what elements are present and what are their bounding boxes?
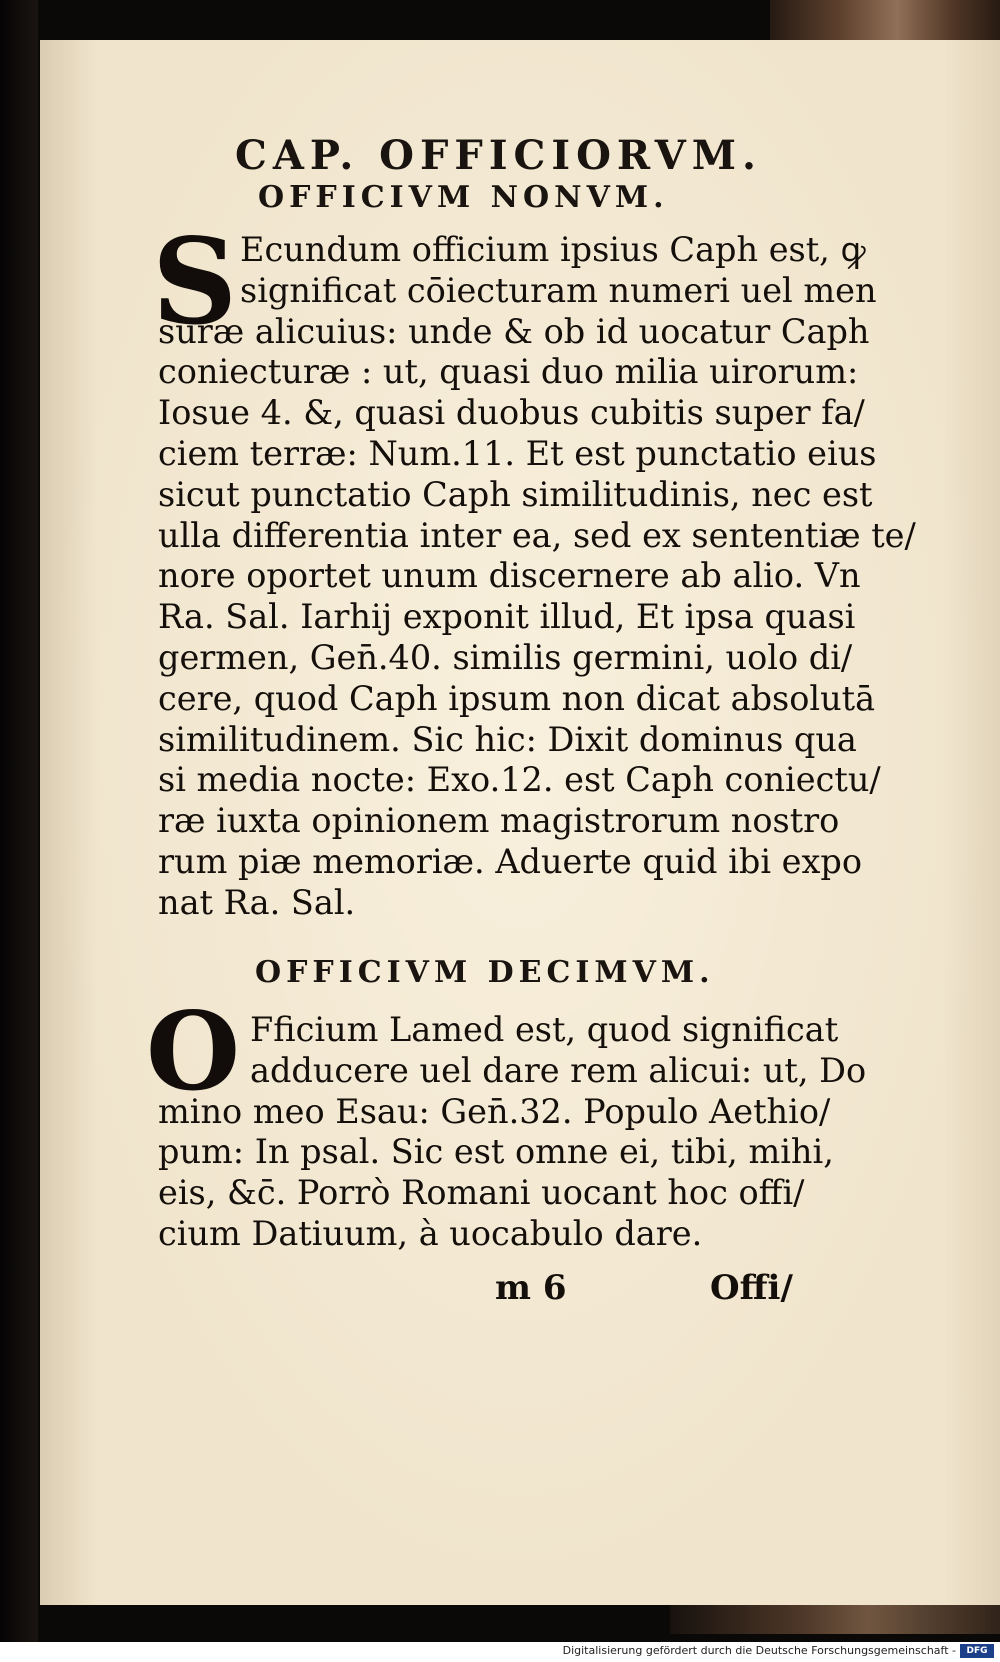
section-heading-nonum: OFFICIVM NONVM. xyxy=(258,180,669,215)
section-2-text xyxy=(158,1010,867,1255)
text-line: sicut punctatio Caph similitudinis, nec est xyxy=(158,474,873,514)
page-stack-edge-bottom xyxy=(670,1600,1000,1634)
book-page xyxy=(40,40,1000,1605)
text-line: germen, Gen̄.40. similis germini, uolo di/ xyxy=(158,637,853,677)
text-line: rum piæ memoriæ. Aduerte quid ibi expo xyxy=(158,841,863,881)
text-line: Ecundum officium ipsius Caph est, ꝙ xyxy=(240,230,866,269)
catchword: Offi/ xyxy=(710,1268,793,1308)
text-line: ciem terræ: Num.11. Et est punctatio eius xyxy=(158,433,877,473)
text-line: coniecturæ : ut, quasi duo milia uirorum: xyxy=(158,352,859,392)
text-line: eis, &c̄. Porrò Romani uocant hoc offi/ xyxy=(158,1173,805,1213)
running-head: CAP. OFFICIORVM. xyxy=(235,132,762,179)
text-line: adducere uel dare rem alicui: ut, Do xyxy=(250,1050,867,1090)
drop-cap-o: O xyxy=(146,989,241,1115)
drop-cap-s: S xyxy=(152,212,238,351)
text-line: suræ alicuius: unde & ob id uocatur Caph xyxy=(158,311,870,351)
text-line: ulla differentia inter ea, sed ex sententiæ te/ xyxy=(158,515,916,555)
text-line: Iosue 4. &, quasi duobus cubitis super fa/ xyxy=(158,393,865,433)
text-line: Fficium Lamed est, quod significat xyxy=(250,1010,839,1049)
signature-mark: m 6 xyxy=(495,1268,567,1308)
text-line: mino meo Esau: Gen̄.32. Populo Aethio/ xyxy=(158,1091,831,1131)
section-heading-decimum: OFFICIVM DECIMVM. xyxy=(255,955,715,990)
text-line: similitudinem. Sic hic: Dixit dominus qua xyxy=(158,719,857,759)
page-stack-edge-top xyxy=(770,0,1000,40)
dfg-logo: DFG xyxy=(960,1644,994,1658)
section-1-text xyxy=(158,230,916,924)
text-line: Ra. Sal. Iarhij exponit illud, Et ipsa quasi xyxy=(158,597,856,637)
text-line: cere, quod Caph ipsum non dicat absolutā xyxy=(158,678,876,718)
text-line: nore oportet unum discernere ab alio. Vn xyxy=(158,556,861,596)
text-line: significat cōiecturam numeri uel men xyxy=(240,270,877,310)
text-line: ræ iuxta opinionem magistrorum nostro xyxy=(158,801,840,841)
footer-credit: Digitalisierung gefördert durch die Deutsche Forschungsgemeinschaft - xyxy=(562,1644,956,1657)
text-line: nat Ra. Sal. xyxy=(158,882,356,922)
text-line: cium Datiuum, à uocabulo dare. xyxy=(158,1213,703,1253)
book-cover-edge xyxy=(0,0,38,1662)
text-line: pum: In psal. Sic est omne ei, tibi, mihi, xyxy=(158,1132,834,1172)
text-line: si media nocte: Exo.12. est Caph coniectu/ xyxy=(158,760,881,800)
